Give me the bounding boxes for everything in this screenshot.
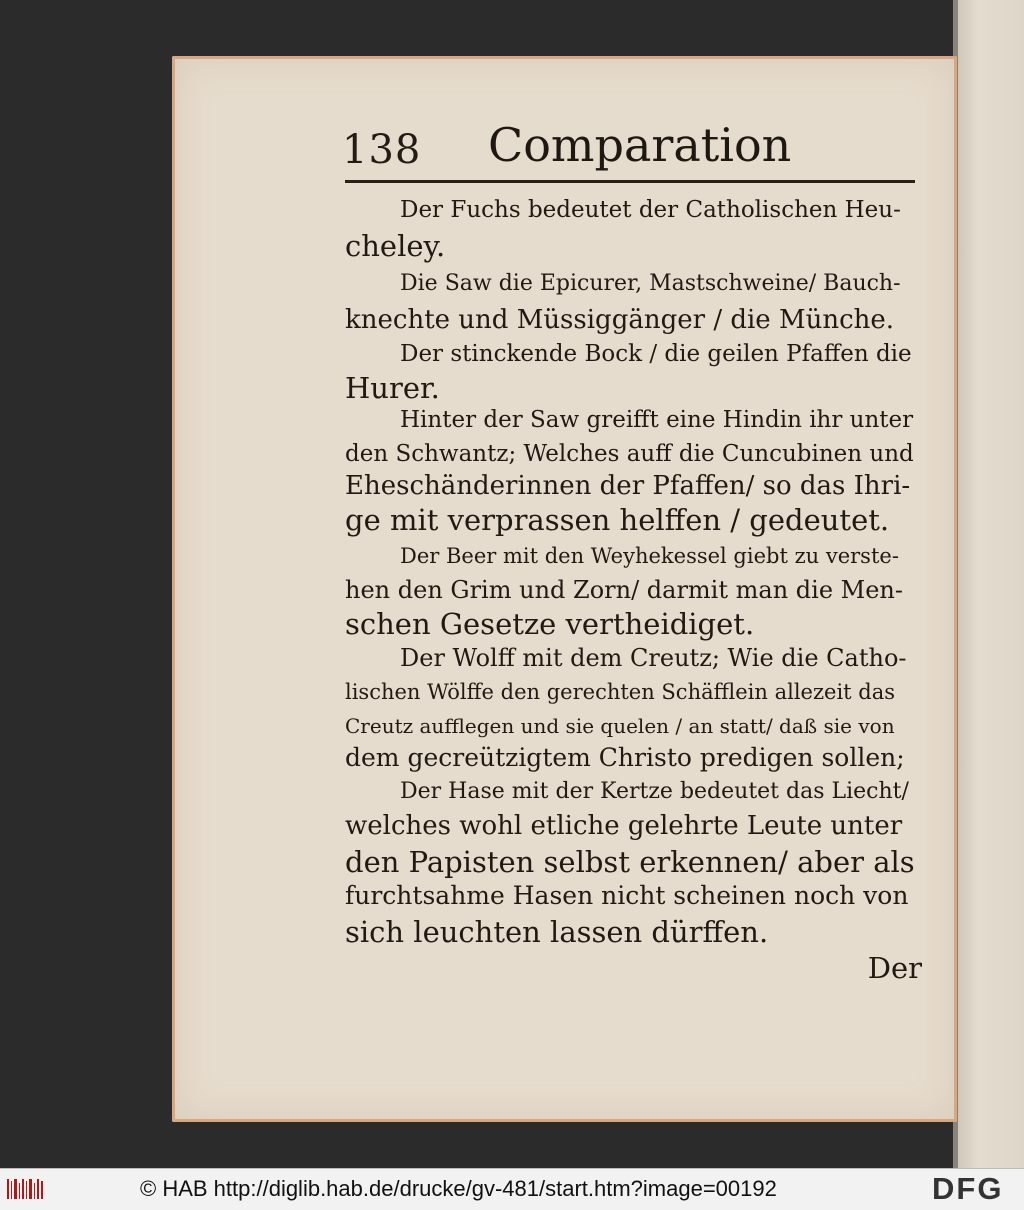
text-line: cheley. [345, 229, 446, 263]
text-line: Die Saw die Epicurer, Mastschweine/ Bauch- [400, 271, 901, 296]
text-line: sich leuchten lassen dürffen. [345, 915, 769, 949]
text-line: Hinter der Saw greifft eine Hindin ihr unter [400, 407, 914, 433]
barcode-icon [6, 1177, 46, 1201]
text-line: furchtsahme Hasen nicht scheinen noch von [345, 881, 909, 910]
text-line: Eheschänderinnen der Pfaffen/ so das Ihri- [345, 471, 911, 501]
running-head: Comparation [488, 118, 792, 172]
page-number: 138 [342, 127, 422, 173]
text-line: ge mit verprassen helffen / gedeutet. [345, 503, 890, 537]
header-rule [345, 180, 915, 183]
dfg-logo: DFG [932, 1171, 1004, 1206]
catchword: Der [867, 951, 922, 985]
text-line: Der Wolff mit dem Creutz; Wie die Catho- [400, 644, 907, 672]
text-line: hen den Grim und Zorn/ darmit man die Men- [345, 576, 903, 604]
text-line: Der stinckende Bock / die geilen Pfaffen die [400, 341, 912, 367]
text-line: Hurer. [345, 371, 440, 405]
text-line: den Schwantz; Welches auff die Cuncubinen und [345, 441, 914, 467]
text-line: schen Gesetze vertheidiget. [345, 607, 755, 641]
text-line: Der Fuchs bedeutet der Catholischen Heu- [400, 197, 901, 223]
text-line: Der Beer mit den Weyhekessel giebt zu verste- [400, 544, 899, 568]
copyright-url[interactable]: © HAB http://diglib.hab.de/drucke/gv-481/start.htm?image=00192 [140, 1176, 777, 1201]
facing-page [958, 0, 1024, 1168]
text-line: dem gecreützigtem Christo predigen sollen; [345, 743, 905, 772]
text-line: Der Hase mit der Kertze bedeutet das Liecht/ [400, 779, 909, 804]
text-line: lischen Wölffe den gerechten Schäfflein allezeit das [345, 680, 896, 704]
text-line: knechte und Müssiggänger / die Münche. [345, 305, 895, 335]
text-line: welches wohl etliche gelehrte Leute unter [345, 811, 903, 841]
text-line: den Papisten selbst erkennen/ aber als [345, 845, 915, 879]
text-line: Creutz aufflegen und sie quelen / an statt/ daß sie von [345, 714, 895, 738]
